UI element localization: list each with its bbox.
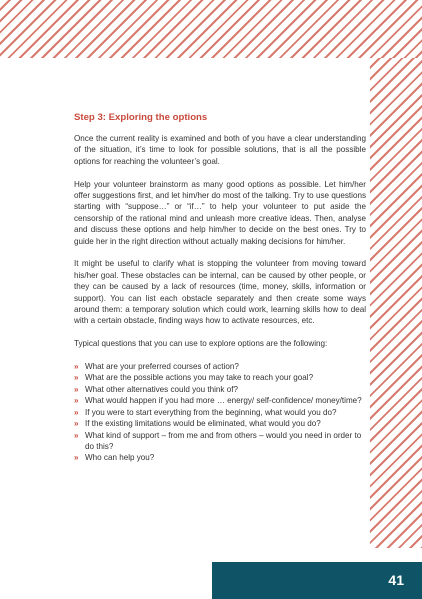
question-text: What would happen if you had more … energy/ self-confidence/ money/time?	[85, 396, 362, 406]
question-text: What other alternatives could you think of?	[85, 384, 238, 394]
page-footer-bar	[212, 562, 422, 599]
bullet-marker-icon: »	[74, 453, 79, 463]
decorative-stripes-right	[370, 58, 422, 548]
question-list	[74, 361, 366, 464]
question-text: Who can help you?	[85, 453, 155, 463]
bullet-marker-icon: »	[74, 362, 79, 372]
list-item	[74, 452, 366, 463]
list-item	[74, 418, 366, 429]
bullet-marker-icon: »	[74, 419, 79, 429]
bullet-marker-icon: »	[74, 396, 79, 406]
decorative-stripes-top	[0, 0, 422, 58]
list-item	[74, 430, 366, 453]
question-text: If you were to start everything from the beginning, what would you do?	[85, 407, 337, 417]
list-item	[74, 395, 366, 406]
list-item	[74, 361, 366, 372]
bullet-marker-icon: »	[74, 407, 79, 417]
page-number: 41	[388, 572, 404, 588]
bullet-marker-icon: »	[74, 430, 79, 440]
page-content	[74, 112, 366, 464]
question-text: If the existing limitations would be eliminated, what would you do?	[85, 419, 321, 429]
question-text: What kind of support – from me and from others – would you need in order to do this?	[85, 430, 362, 451]
bullet-marker-icon: »	[74, 384, 79, 394]
bullet-marker-icon: »	[74, 373, 79, 383]
list-item	[74, 384, 366, 395]
section-heading: Step 3: Exploring the options	[74, 112, 208, 123]
list-item	[74, 407, 366, 418]
paragraph-questions-intro: Typical questions that you can use to explore options are the following:	[74, 339, 328, 349]
paragraph-obstacles: It might be useful to clarify what is stopping the volunteer from moving toward his/her goal. These obstacles can be internal, can be caused by other people, or they can be caused by a lack of resources (time, money, skills, information or support). You can list each obstacle separately and then create some ways around them: a temporary solution which could work, learning skills how to deal with a certain obstacle, finding ways how to activate resources, etc.	[74, 259, 366, 326]
list-item	[74, 372, 366, 383]
question-text: What are your preferred courses of action?	[85, 362, 239, 372]
paragraph-brainstorm: Help your volunteer brainstorm as many good options as possible. Let him/her offer suggestions first, and let him/her do most of the talking. Try to use questions starting with “suppose…” or “if…” to help your volunteer to put aside the censorship of the rational mind and unleash more creative ideas. Then, analyse and discuss these options and help him/her to decide on the best ones. Try to guide her in the right direction without actually making decisions for him/her.	[74, 179, 366, 246]
question-text: What are the possible actions you may take to reach your goal?	[85, 373, 314, 383]
paragraph-current-reality: Once the current reality is examined and both of you have a clear understanding of the situation, it’s time to look for possible solutions, that is all the possible options for reaching the volunteer’s goal.	[74, 134, 366, 166]
